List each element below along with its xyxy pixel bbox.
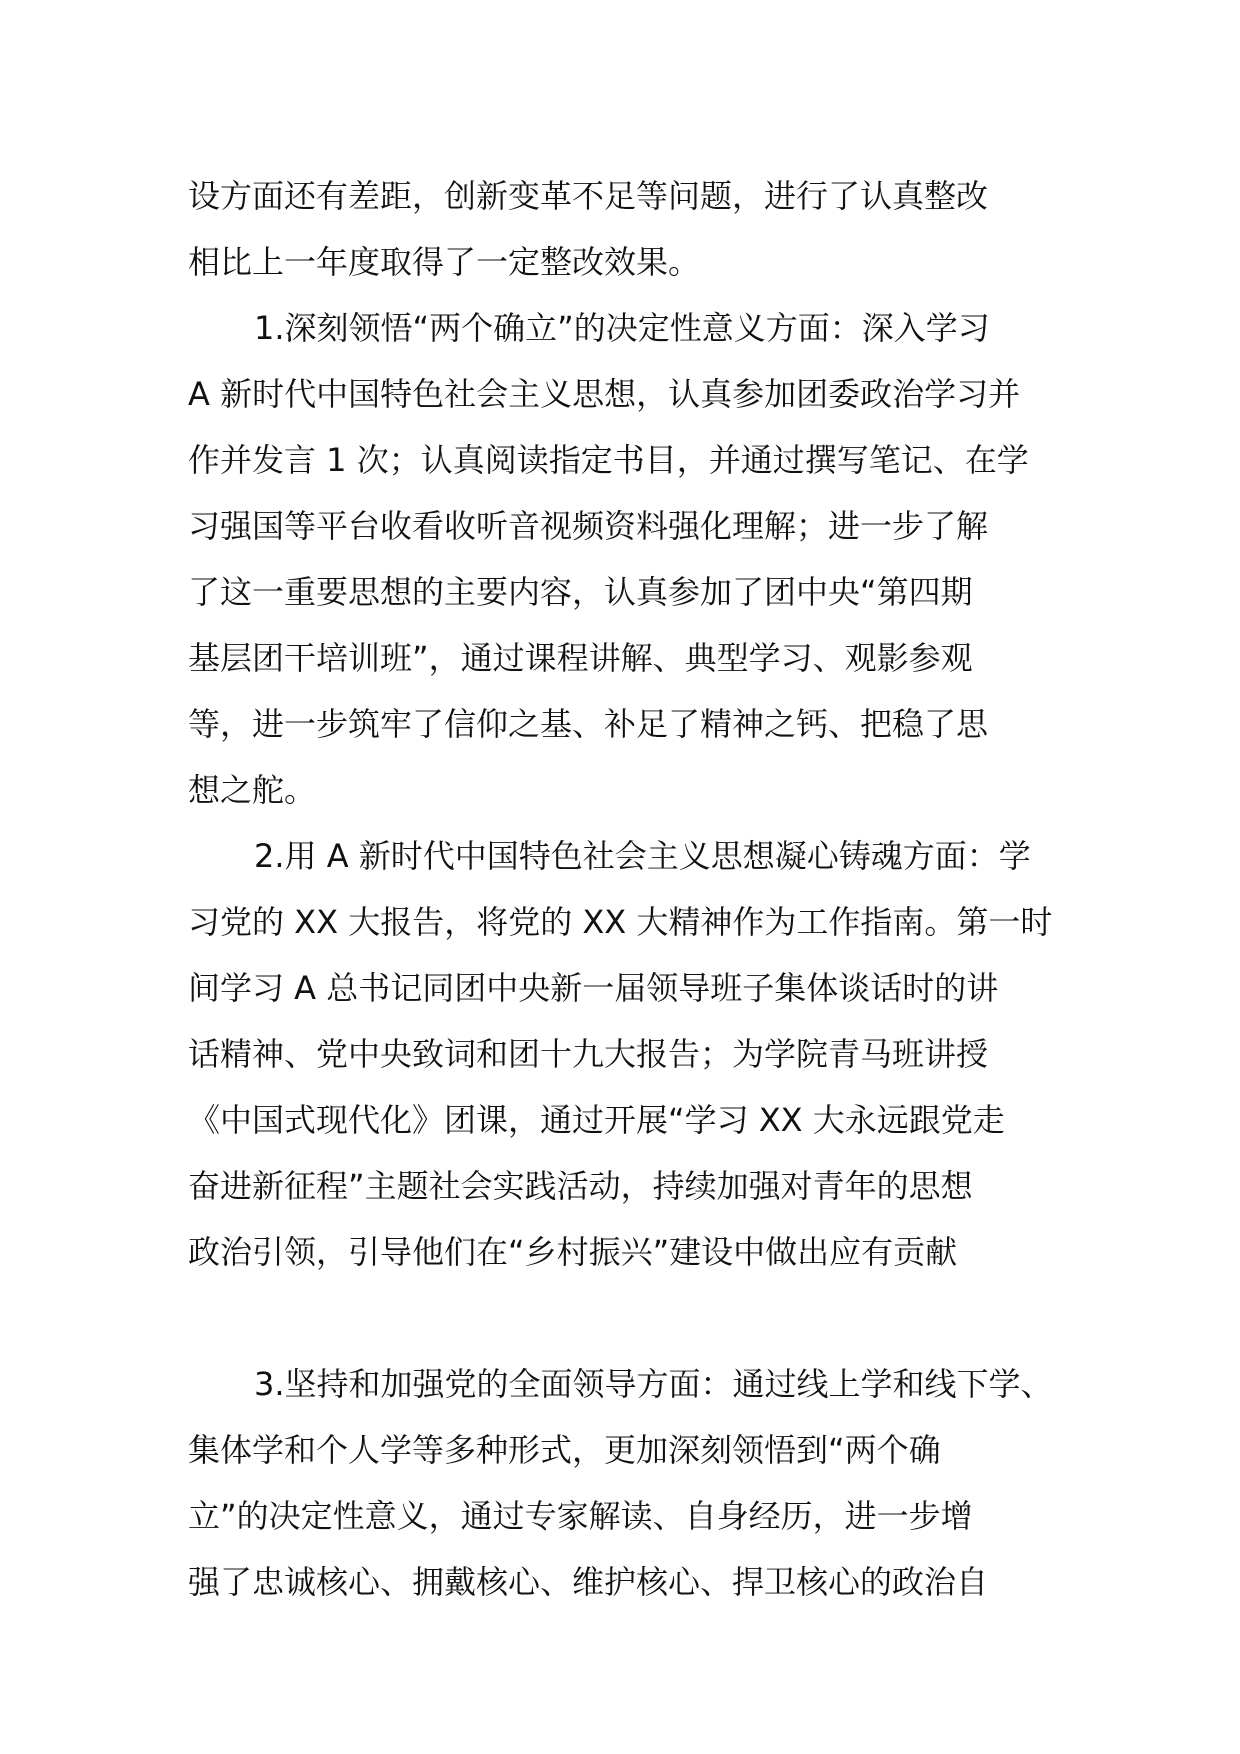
paragraph-first-line: 3.坚持和加强党的全面领导方面：通过线上学和线下学、 (254, 1365, 1053, 1403)
paragraph-intro (188, 163, 1068, 295)
paragraph-3 (188, 1351, 1068, 1615)
text-line: 习党的 XX 大报告，将党的 XX 大精神作为工作指南。第一时 (188, 903, 1053, 941)
text-line: 集体学和个人学等多种形式，更加深刻领悟到“两个确 (188, 1431, 941, 1469)
text-line: 《中国式现代化》团课，通过开展“学习 XX 大永远跟党走 (188, 1101, 1005, 1139)
text-line: A 新时代中国特色社会主义思想，认真参加团委政治学习并 (188, 375, 1021, 413)
text-line: 作并发言 1 次；认真阅读指定书目，并通过撰写笔记、在学 (188, 441, 1029, 479)
text-line: 政治引领，引导他们在“乡村振兴”建设中做出应有贡献 (188, 1233, 958, 1271)
paragraph-2 (188, 823, 1068, 1285)
paragraph-first-line: 1.深刻领悟“两个确立”的决定性意义方面：深入学习 (254, 309, 990, 347)
text-line: 基层团干培训班”，通过课程讲解、典型学习、观影参观 (188, 639, 973, 677)
text-line: 奋进新征程”主题社会实践活动，持续加强对青年的思想 (188, 1167, 973, 1205)
text-line: 想之舵。 (188, 771, 317, 809)
text-line: 习强国等平台收看收听音视频资料强化理解；进一步了解 (188, 507, 989, 545)
text-line: 相比上一年度取得了一定整改效果。 (188, 243, 701, 281)
text-line: 间学习 A 总书记同团中央新一届领导班子集体谈话时的讲 (188, 969, 999, 1007)
text-line: 了这一重要思想的主要内容，认真参加了团中央“第四期 (188, 573, 973, 611)
paragraph-first-line: 2.用 A 新时代中国特色社会主义思想凝心铸魂方面：学 (254, 837, 1031, 875)
text-line: 话精神、党中央致词和团十九大报告；为学院青马班讲授 (188, 1035, 989, 1073)
paragraph-1 (188, 295, 1068, 823)
text-line: 立”的决定性意义，通过专家解读、自身经历，进一步增 (188, 1497, 973, 1535)
document-body (188, 163, 1068, 1615)
blank-line (188, 1285, 1068, 1351)
text-line: 等，进一步筑牢了信仰之基、补足了精神之钙、把稳了思 (188, 705, 989, 743)
text-line: 设方面还有差距，创新变革不足等问题，进行了认真整改 (188, 177, 989, 215)
text-line: 强了忠诚核心、拥戴核心、维护核心、捍卫核心的政治自 (188, 1563, 989, 1601)
